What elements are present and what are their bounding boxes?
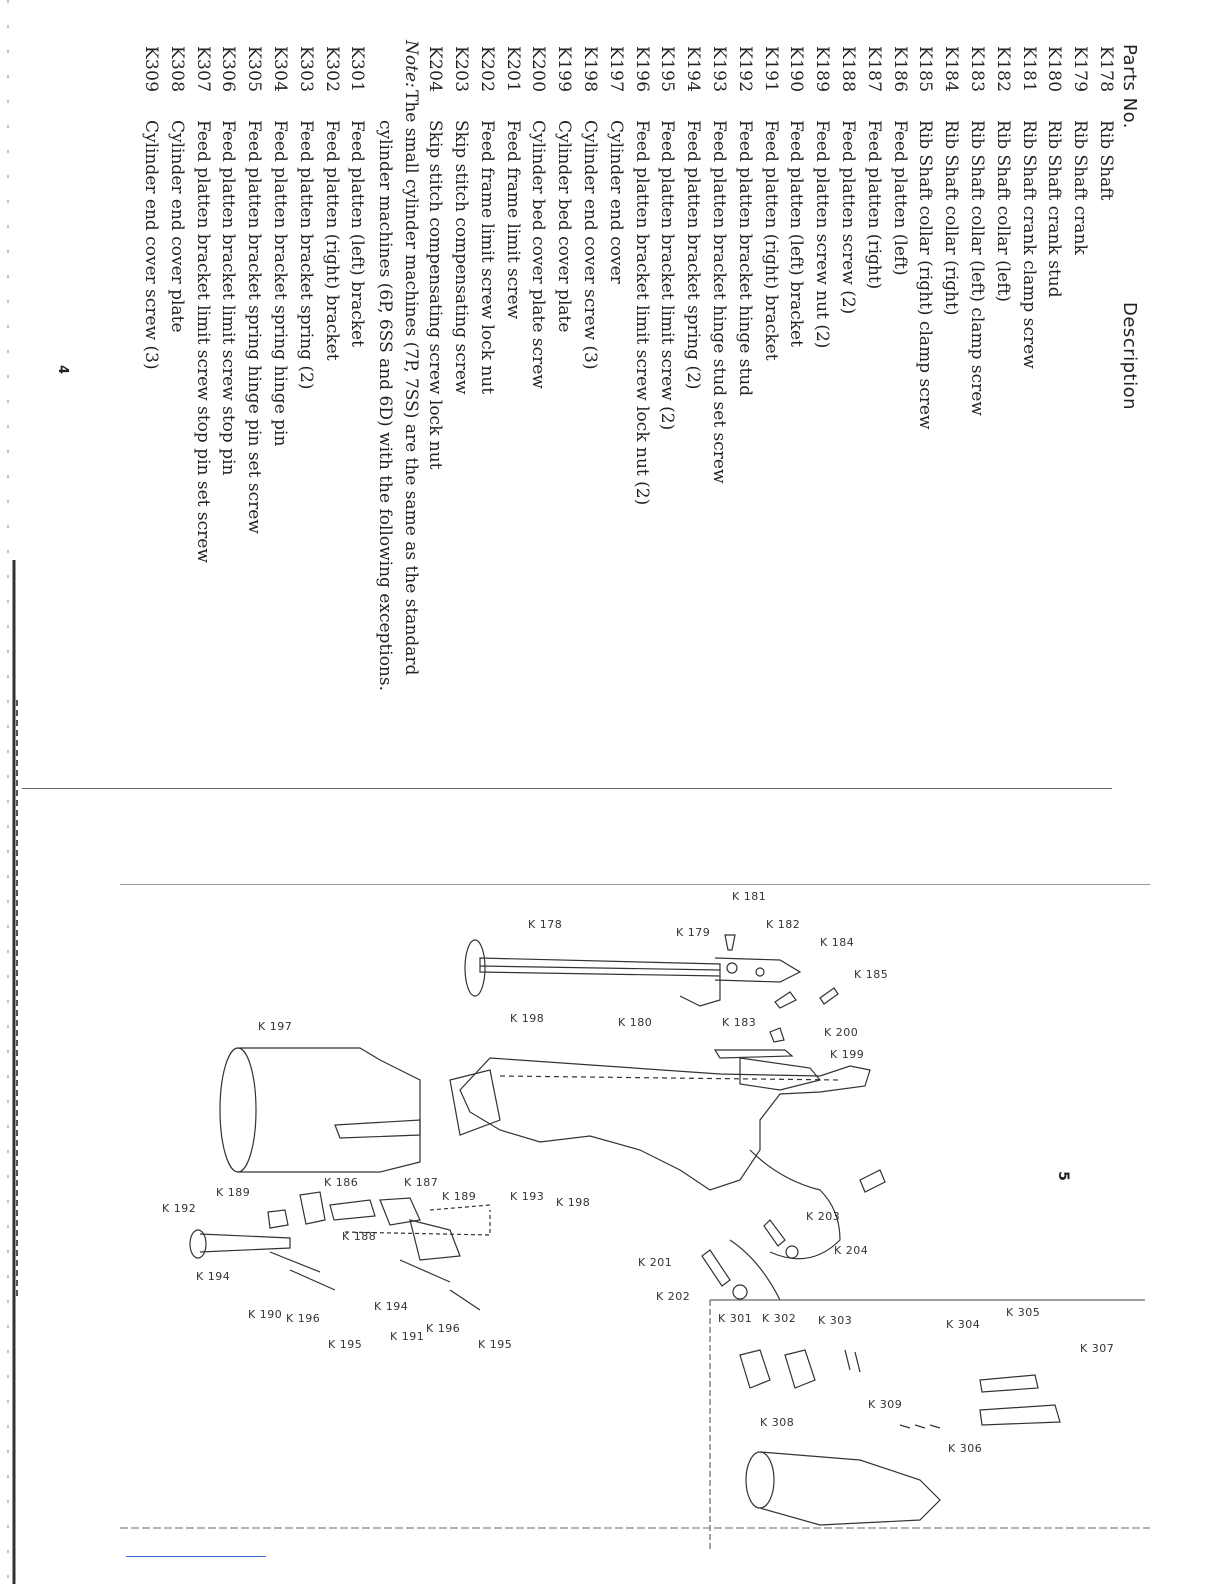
callout-k185: K 185 (854, 968, 889, 981)
callout-k306: K 306 (948, 1442, 983, 1455)
part-number: K185 (915, 46, 936, 93)
feed-platten-assembly (190, 1192, 490, 1310)
part-number: K302 (321, 46, 342, 93)
part-number: K190 (786, 46, 807, 93)
part-row (602, 40, 628, 760)
callout-k202: K 202 (656, 1290, 691, 1303)
part-number: K179 (1070, 46, 1091, 93)
part-row (525, 40, 551, 760)
note (369, 40, 421, 760)
callout-k193: K 193 (510, 1190, 545, 1203)
part-row (163, 40, 189, 760)
part-number: K197 (605, 46, 626, 93)
part-description: Rib Shaft collar (left) clamp screw (967, 120, 988, 416)
part-row (1092, 40, 1118, 760)
part-number: K178 (1096, 46, 1116, 93)
part-number: K181 (1018, 46, 1039, 93)
rib-shaft-drawing (465, 940, 800, 1006)
note-line-2: cylinder machines (6P, 6SS and 6D) with the following exceptions. (375, 120, 396, 692)
part-description: Feed platten bracket limit screw lock nut (2) (631, 120, 652, 506)
part-row (679, 40, 705, 760)
part-number: K202 (476, 46, 497, 93)
diagram-drawing (120, 880, 1150, 1550)
part-number: K184 (941, 46, 962, 93)
part-row (654, 40, 680, 760)
callout-k186: K 186 (324, 1176, 359, 1189)
part-description: Cylinder end cover screw (3) (580, 120, 601, 370)
callout-k194a: K 194 (196, 1270, 231, 1283)
part-description: Cylinder bed cover plate (554, 120, 575, 333)
part-row (292, 40, 318, 760)
callout-k189b: K 189 (442, 1190, 477, 1203)
part-description: Cylinder bed cover plate screw (528, 120, 549, 389)
part-row (318, 40, 344, 760)
part-row (989, 40, 1015, 760)
callout-k304: K 304 (946, 1318, 981, 1331)
page-number-4: 4 (55, 364, 71, 375)
part-description: Feed platten screw nut (2) (812, 120, 833, 349)
part-row (447, 40, 473, 760)
part-description: Feed platten (right) bracket (760, 120, 781, 361)
part-row (241, 40, 267, 760)
part-description: Feed platten bracket hinge stud (734, 120, 755, 397)
part-description: Cylinder end cover (605, 120, 626, 284)
callout-k195b: K 195 (478, 1338, 513, 1351)
part-row (266, 40, 292, 760)
callout-k197: K 197 (258, 1020, 293, 1033)
callout-k301: K 301 (718, 1312, 753, 1325)
callout-k189a: K 189 (216, 1186, 251, 1199)
part-row (344, 40, 370, 760)
part-number: K189 (812, 46, 833, 93)
part-description: Rib Shaft collar (right) (941, 120, 962, 316)
callout-k195a: K 195 (328, 1338, 363, 1351)
part-row (912, 40, 938, 760)
part-number: K196 (631, 46, 652, 93)
part-row (215, 40, 241, 760)
parts-list (100, 40, 1140, 760)
part-row (499, 40, 525, 760)
part-row (473, 40, 499, 760)
callout-k187: K 187 (404, 1176, 439, 1189)
part-description: Feed platten bracket limit screw (2) (657, 120, 678, 431)
callout-k198b: K 198 (556, 1196, 591, 1209)
callout-k200: K 200 (824, 1026, 859, 1039)
binding-edge (0, 0, 22, 1584)
part-number: K188 (838, 46, 859, 93)
part-row (1041, 40, 1067, 760)
callout-k302: K 302 (762, 1312, 797, 1325)
part-description: Skip stitch compensating screw lock nut (425, 120, 446, 470)
part-description: Feed platten (left) bracket (347, 120, 368, 347)
cylinder-end-cover (220, 1048, 500, 1172)
callout-k305: K 305 (1006, 1306, 1041, 1319)
callout-k188: K 188 (342, 1230, 377, 1243)
part-description: Skip stitch compensating screw (451, 120, 472, 395)
part-description: Rib Shaft crank stud (1044, 120, 1065, 298)
callout-k190: K 190 (248, 1308, 283, 1321)
part-description: Feed platten (left) bracket (786, 120, 807, 347)
part-row (1066, 40, 1092, 760)
part-row (550, 40, 576, 760)
part-number: K200 (528, 46, 549, 93)
part-row (937, 40, 963, 760)
part-number: K204 (425, 46, 446, 93)
part-number: K305 (244, 46, 265, 93)
callout-k178: K 178 (528, 918, 563, 931)
callout-k309: K 309 (868, 1398, 903, 1411)
part-description: Feed platten (right) bracket (321, 120, 342, 361)
callout-k196a: K 196 (286, 1312, 321, 1325)
part-number: K304 (270, 46, 291, 93)
part-row (757, 40, 783, 760)
callout-k203: K 203 (806, 1210, 841, 1223)
callout-k201: K 201 (638, 1256, 673, 1269)
part-number: K187 (863, 46, 884, 93)
callout-k182: K 182 (766, 918, 801, 931)
part-number: K182 (992, 46, 1013, 93)
part-row (421, 40, 447, 760)
part-row (783, 40, 809, 760)
part-description: Feed platten bracket spring (2) (683, 120, 704, 390)
part-number: K193 (709, 46, 730, 93)
part-description: Rib Shaft collar (left) (992, 120, 1013, 302)
part-description: Rib Shaft collar (right) clamp screw (915, 120, 936, 430)
part-description: Feed frame limit screw lock nut (476, 120, 497, 395)
callout-k181: K 181 (732, 890, 767, 903)
part-description: Feed platten bracket hinge stud set screw (709, 120, 730, 484)
parts-rows (137, 40, 1118, 760)
note-label: Note: (401, 40, 422, 88)
parts-rows-standard (421, 40, 1118, 760)
part-row (808, 40, 834, 760)
part-description: Feed platten bracket limit screw stop pin set screw (192, 120, 213, 563)
bottom-blue-rule (126, 1556, 266, 1557)
limit-screws (702, 1220, 798, 1299)
callout-k303: K 303 (818, 1314, 853, 1327)
callout-k199: K 199 (830, 1048, 865, 1061)
callout-k183: K 183 (722, 1016, 757, 1029)
part-number: K198 (580, 46, 601, 93)
callout-k196b: K 196 (426, 1322, 461, 1335)
part-number: K186 (889, 46, 910, 93)
part-row (963, 40, 989, 760)
part-row (1015, 40, 1041, 760)
part-row (834, 40, 860, 760)
description-header: Description (1119, 302, 1140, 411)
part-description: Feed platten bracket limit screw stop pin (218, 120, 239, 476)
parts-no-header: Parts No. (1119, 44, 1140, 130)
part-number: K180 (1044, 46, 1065, 93)
part-number: K306 (218, 46, 239, 93)
cylinder-frame (460, 1058, 885, 1300)
part-row (189, 40, 215, 760)
part-description: Rib Shaft crank clamp screw (1018, 120, 1039, 369)
parts-rows-small-cylinder (137, 40, 369, 760)
part-number: K183 (967, 46, 988, 93)
part-description: Cylinder end cover plate (166, 120, 187, 333)
part-number: K309 (141, 46, 162, 93)
part-row (731, 40, 757, 760)
callout-k194b: K 194 (374, 1300, 409, 1313)
exploded-parts-diagram (120, 880, 1150, 1550)
part-description: Feed platten screw (2) (838, 120, 859, 315)
callout-k198a: K 198 (510, 1012, 545, 1025)
part-number: K307 (192, 46, 213, 93)
note-line-1: The small cylinder machines (7P, 7SS) are the same as the standard (401, 90, 422, 676)
part-description: Rib Shaft (1096, 120, 1116, 201)
part-description: Feed platten (right) (863, 120, 884, 290)
part-description: Feed frame limit screw (502, 120, 523, 320)
part-row (137, 40, 163, 760)
page-divider-top (22, 788, 1112, 789)
part-number: K199 (554, 46, 575, 93)
part-description: Cylinder end cover screw (3) (141, 120, 162, 370)
part-row (705, 40, 731, 760)
part-number: K301 (347, 46, 368, 93)
callout-k179: K 179 (676, 926, 711, 939)
part-number: K203 (451, 46, 472, 93)
part-description: Feed platten bracket spring hinge pin (270, 120, 291, 447)
part-number: K201 (502, 46, 523, 93)
part-number: K303 (295, 46, 316, 93)
callout-k192: K 192 (162, 1202, 197, 1215)
page-number-5: 5 (1054, 1171, 1071, 1181)
bed-cover-plate (715, 1050, 820, 1090)
part-description: Rib Shaft crank (1070, 120, 1091, 255)
part-number: K194 (683, 46, 704, 93)
part-number: K195 (657, 46, 678, 93)
callout-k180: K 180 (618, 1016, 653, 1029)
part-number: K308 (166, 46, 187, 93)
part-row (576, 40, 602, 760)
parts-list-page (100, 40, 1140, 760)
part-number: K192 (734, 46, 755, 93)
callout-k204: K 204 (834, 1244, 869, 1257)
part-row (628, 40, 654, 760)
callout-k191: K 191 (390, 1330, 425, 1343)
part-description: Feed platten bracket spring (2) (295, 120, 316, 390)
part-number: K191 (760, 46, 781, 93)
part-row (860, 40, 886, 760)
callout-k308: K 308 (760, 1416, 795, 1429)
part-description: Feed platten bracket spring hinge pin set screw (244, 120, 265, 534)
callout-k307: K 307 (1080, 1342, 1115, 1355)
callout-k184: K 184 (820, 936, 855, 949)
part-description: Feed platten (left) (889, 120, 910, 276)
part-row (886, 40, 912, 760)
